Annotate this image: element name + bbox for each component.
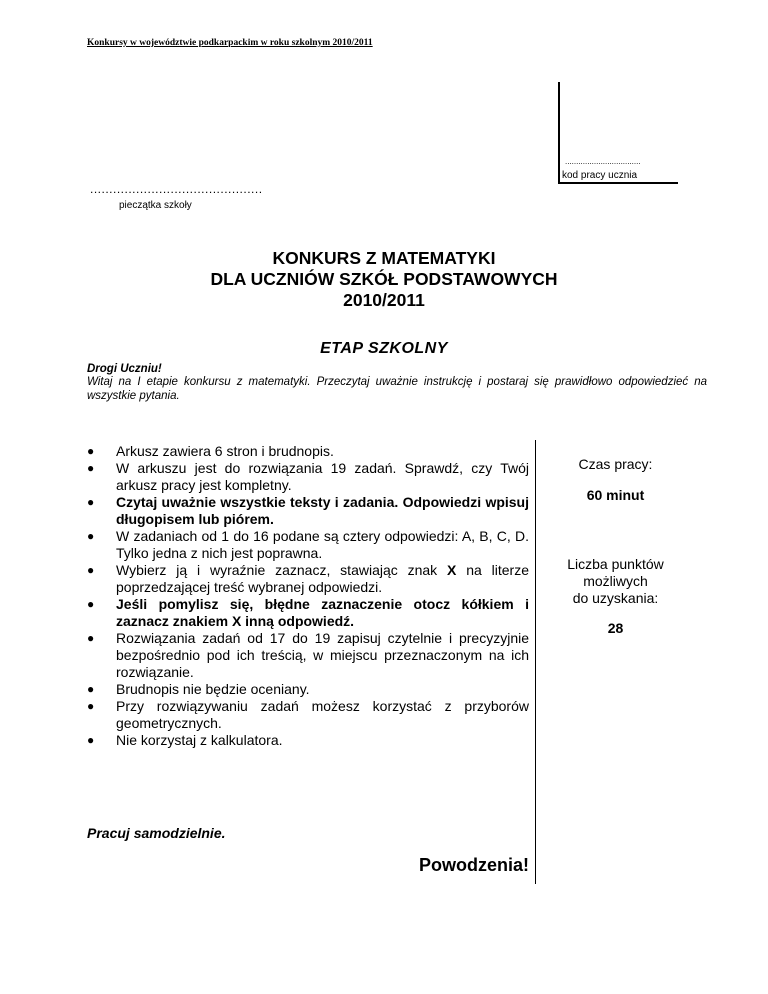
student-code-dots: .................................. — [565, 157, 641, 166]
instructions-list — [87, 443, 529, 749]
bullet-icon: ● — [87, 699, 95, 713]
instruction-item: ● Wybierz ją i wyraźnie zaznacz, stawiając znak X na literze poprzedzającej treść wybranej odpowiedzi. — [87, 562, 529, 595]
contest-title — [0, 248, 768, 311]
time-label: Czas pracy: — [578, 456, 653, 472]
school-stamp-label: pieczątka szkoły — [119, 200, 192, 211]
bullet-icon: ● — [87, 444, 95, 458]
points-label-3: do uzyskania: — [572, 590, 659, 606]
instruction-item: ● Arkusz zawiera 6 stron i brudnopis. — [87, 443, 334, 459]
instruction-item: ● Jeśli pomylisz się, błędne zaznaczenie otocz kółkiem i zaznacz znakiem X inną odpowiedź. — [87, 596, 529, 629]
bullet-icon: ● — [87, 597, 95, 611]
title-line-3: 2010/2011 — [343, 290, 425, 310]
stage-heading: ETAP SZKOLNY — [320, 340, 448, 357]
student-code-box — [558, 82, 678, 184]
instruction-item: ● Brudnopis nie będzie oceniany. — [87, 681, 310, 697]
bullet-icon: ● — [87, 563, 95, 577]
bullet-icon: ● — [87, 495, 95, 509]
bullet-icon: ● — [87, 631, 95, 645]
instruction-item: ● W zadaniach od 1 do 16 podane są cztery odpowiedzi: A, B, C, D. Tylko jedna z nich jest poprawna. — [87, 528, 529, 561]
bullet-icon: ● — [87, 682, 95, 696]
bullet-icon: ● — [87, 529, 95, 543]
column-divider — [535, 440, 536, 884]
work-alone-note: Pracuj samodzielnie. — [87, 825, 226, 841]
instruction-item: ● Rozwiązania zadań od 17 do 19 zapisuj czytelnie i precyzyjnie bezpośrednio pod ich treścią, w miejscu przeznaczonym na ich rozwiązanie. — [87, 630, 529, 680]
school-stamp-dots: ............................................. — [90, 182, 263, 196]
title-line-1: KONKURS Z MATEMATYKI — [272, 248, 496, 268]
mark-x: X — [447, 562, 457, 578]
instruction-item: ● Przy rozwiązywaniu zadań możesz korzystać z przyborów geometrycznych. — [87, 698, 529, 731]
greeting: Drogi Uczniu! — [87, 363, 162, 375]
points-value: 28 — [607, 620, 624, 636]
instruction-item: ● Czytaj uważnie wszystkie teksty i zadania. Odpowiedzi wpisuj długopisem lub piórem. — [87, 494, 529, 527]
title-line-2: DLA UCZNIÓW SZKÓŁ PODSTAWOWYCH — [210, 269, 558, 289]
points-label-2: możliwych — [583, 573, 648, 589]
bullet-icon: ● — [87, 733, 95, 747]
instruction-item: ● W arkuszu jest do rozwiązania 19 zadań. Sprawdź, czy Twój arkusz pracy jest kompletny. — [87, 460, 529, 493]
time-value: 60 minut — [586, 487, 645, 503]
good-luck-note: Powodzenia! — [418, 855, 529, 875]
points-label-1: Liczba punktów — [567, 556, 664, 572]
instruction-item: ● Nie korzystaj z kalkulatora. — [87, 732, 283, 748]
intro-text: Witaj na I etapie konkursu z matematyki. Przeczytaj uważnie instrukcję i postaraj się prawidłowo odpowiedzieć na wszystkie pytania. — [87, 376, 707, 402]
bullet-icon: ● — [87, 461, 95, 475]
student-code-label: kod pracy ucznia — [562, 170, 638, 181]
document-header: Konkursy w województwie podkarpackim w roku szkolnym 2010/2011 — [87, 38, 373, 48]
